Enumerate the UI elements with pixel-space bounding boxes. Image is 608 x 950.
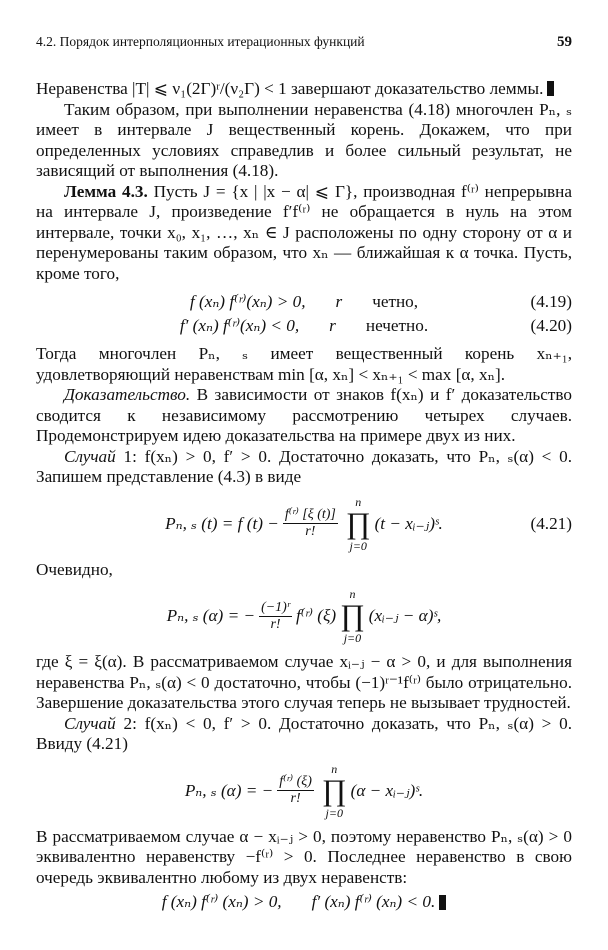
product-lower: j=0 bbox=[325, 805, 343, 820]
eqa-numerator: (−1)ʳ bbox=[261, 599, 290, 615]
equation-4-20 bbox=[36, 314, 572, 338]
eq421-number: (4.21) bbox=[530, 513, 572, 533]
eq419-var: r bbox=[335, 292, 343, 311]
product-upper: n bbox=[355, 494, 362, 509]
eqb-denominator: r! bbox=[290, 791, 301, 806]
eq420-cond: нечетно. bbox=[365, 316, 429, 335]
eqa-fraction bbox=[259, 600, 292, 633]
product-operator bbox=[340, 587, 365, 645]
case1-text: 1: f(xₙ) > 0, f′ > 0. Достаточно доказать, что Pₙ, ₛ(α) < 0. Запишем представление (4.3) в виде bbox=[36, 446, 573, 486]
final-left: f (xₙ) f⁽ʳ⁾ (xₙ) > 0, bbox=[161, 892, 282, 911]
qed-mark-icon bbox=[439, 895, 446, 910]
final-right: f′ (xₙ) f⁽ʳ⁾ (xₙ) < 0. bbox=[311, 892, 436, 911]
product-operator bbox=[346, 495, 371, 553]
product-lower: j=0 bbox=[343, 631, 362, 645]
equation-4-19 bbox=[36, 290, 572, 314]
eqb-lhs: Pₙ, ₛ (α) = − bbox=[184, 780, 274, 800]
equation-p-alpha-2 bbox=[36, 755, 572, 827]
paragraph-final: В рассматриваемом случае α − xᵢ₋ⱼ > 0, поэтому неравенство Pₙ, ₛ(α) > 0 эквивалентно неравенству −f⁽ʳ⁾ > 0. Последнее неравенство в свою очередь эквивалентно любому из двух неравенств: bbox=[36, 826, 572, 887]
product-lower: j=0 bbox=[349, 538, 367, 553]
product-symbol: ∏ bbox=[321, 773, 347, 807]
product-symbol: ∏ bbox=[345, 506, 371, 540]
case-1 bbox=[36, 447, 572, 488]
lemma-label: Лемма 4.3. bbox=[64, 181, 148, 201]
page-header bbox=[36, 34, 572, 51]
eq421-rhs: (t − xᵢ₋ⱼ)ˢ. bbox=[374, 513, 443, 533]
eq421-denominator: r! bbox=[305, 524, 316, 539]
product-upper: n bbox=[331, 761, 338, 776]
final-equation bbox=[36, 888, 572, 916]
eqb-numerator: f⁽ʳ⁾ (ξ) bbox=[279, 774, 312, 789]
eqa-rhs: (xᵢ₋ⱼ − α)ˢ, bbox=[368, 606, 442, 625]
case1-label: Случай bbox=[64, 446, 116, 466]
proof-label: Доказательство. bbox=[64, 385, 191, 404]
eqa-mid: f⁽ʳ⁾ (ξ) bbox=[295, 606, 337, 625]
paragraph-where: где ξ = ξ(α). В рассматриваемом случае xᵢ₋ⱼ − α > 0, и для выполнения неравенства Pₙ, ₛ(α) < 0 достаточно, чтобы (−1)ʳ⁻¹f⁽ʳ⁾ было отрицательно. Завершение доказательства этого случая теперь не вызывает трудностей. bbox=[36, 652, 572, 712]
equation-4-21 bbox=[36, 488, 572, 560]
case-2 bbox=[36, 714, 572, 755]
equation-p-alpha-1 bbox=[36, 580, 572, 652]
eqb-rhs: (α − xᵢ₋ⱼ)ˢ. bbox=[350, 780, 424, 800]
product-operator bbox=[322, 762, 347, 820]
product-upper: n bbox=[349, 587, 356, 601]
paragraph-then: Тогда многочлен Pₙ, ₛ имеет вещественный корень xₙ₊₁, удовлетворяющий неравенствам min [α, xₙ] < xₙ₊₁ < max [α, xₙ]. bbox=[36, 344, 572, 384]
paragraph-lemma-end: Неравенства |T| ⩽ ν₁(2Γ)ʳ/(ν₂Γ) < 1 завершают доказательство леммы. bbox=[36, 79, 572, 100]
eqa-lhs: Pₙ, ₛ (α) = − bbox=[166, 606, 256, 625]
eq420-var: r bbox=[329, 316, 336, 335]
eq419-number: (4.19) bbox=[530, 292, 572, 311]
proof-intro bbox=[36, 385, 572, 447]
eq421-lhs: Pₙ, ₛ (t) = f (t) − bbox=[165, 513, 279, 533]
eq419-formula: f (xₙ) f⁽ʳ⁾(xₙ) > 0, bbox=[189, 292, 306, 311]
page-number: 59 bbox=[557, 34, 572, 50]
eqa-denominator: r! bbox=[270, 616, 281, 632]
case2-text: 2: f(xₙ) < 0, f′ > 0. Достаточно доказать, что Pₙ, ₛ(α) > 0. Ввиду (4.21) bbox=[36, 713, 573, 753]
lemma-text: Пусть J = {x | |x − α| ⩽ Γ}, производная f⁽ʳ⁾ непрерывна на интервале J, произведение f′f⁽ʳ⁾ не обращается в нуль на этом интервале, точки x₀, x₁, …, xₙ ∈ J расположены по одну сторону от α и перенумерованы таким образом, что xₙ — ближайшая к α точка. Пусть, кроме того, bbox=[36, 181, 573, 283]
eqb-fraction bbox=[277, 774, 314, 807]
obviously: Очевидно, bbox=[36, 559, 113, 579]
product-symbol: ∏ bbox=[340, 599, 365, 632]
eq421-fraction bbox=[283, 507, 338, 540]
proof-text: В зависимости от знаков f(xₙ) и f′ доказательство сводится к независимому рассмотрению четырех случаев. Продемонстрируем идею доказательства на примере двух из них. bbox=[36, 385, 572, 445]
running-title: 4.2. Порядок интерполяционных итерационных функций bbox=[36, 34, 365, 49]
eq420-formula: f′ (xₙ) f⁽ʳ⁾(xₙ) < 0, bbox=[179, 316, 300, 335]
eq421-numerator: f⁽ʳ⁾ [ξ (t)] bbox=[284, 507, 336, 522]
paragraph-intro: Таким образом, при выполнении неравенства (4.18) многочлен Pₙ, ₛ имеет в интервале J вещественный корень. Докажем, что при определенных условиях справедлив и более сильный результат, не зависящий от выполнения (4.18). bbox=[36, 99, 572, 180]
eq420-number: (4.20) bbox=[530, 316, 572, 335]
lemma-statement bbox=[36, 182, 572, 285]
case2-label: Случай bbox=[64, 713, 116, 733]
eq419-cond: четно, bbox=[372, 292, 419, 311]
qed-mark-icon bbox=[547, 81, 554, 96]
